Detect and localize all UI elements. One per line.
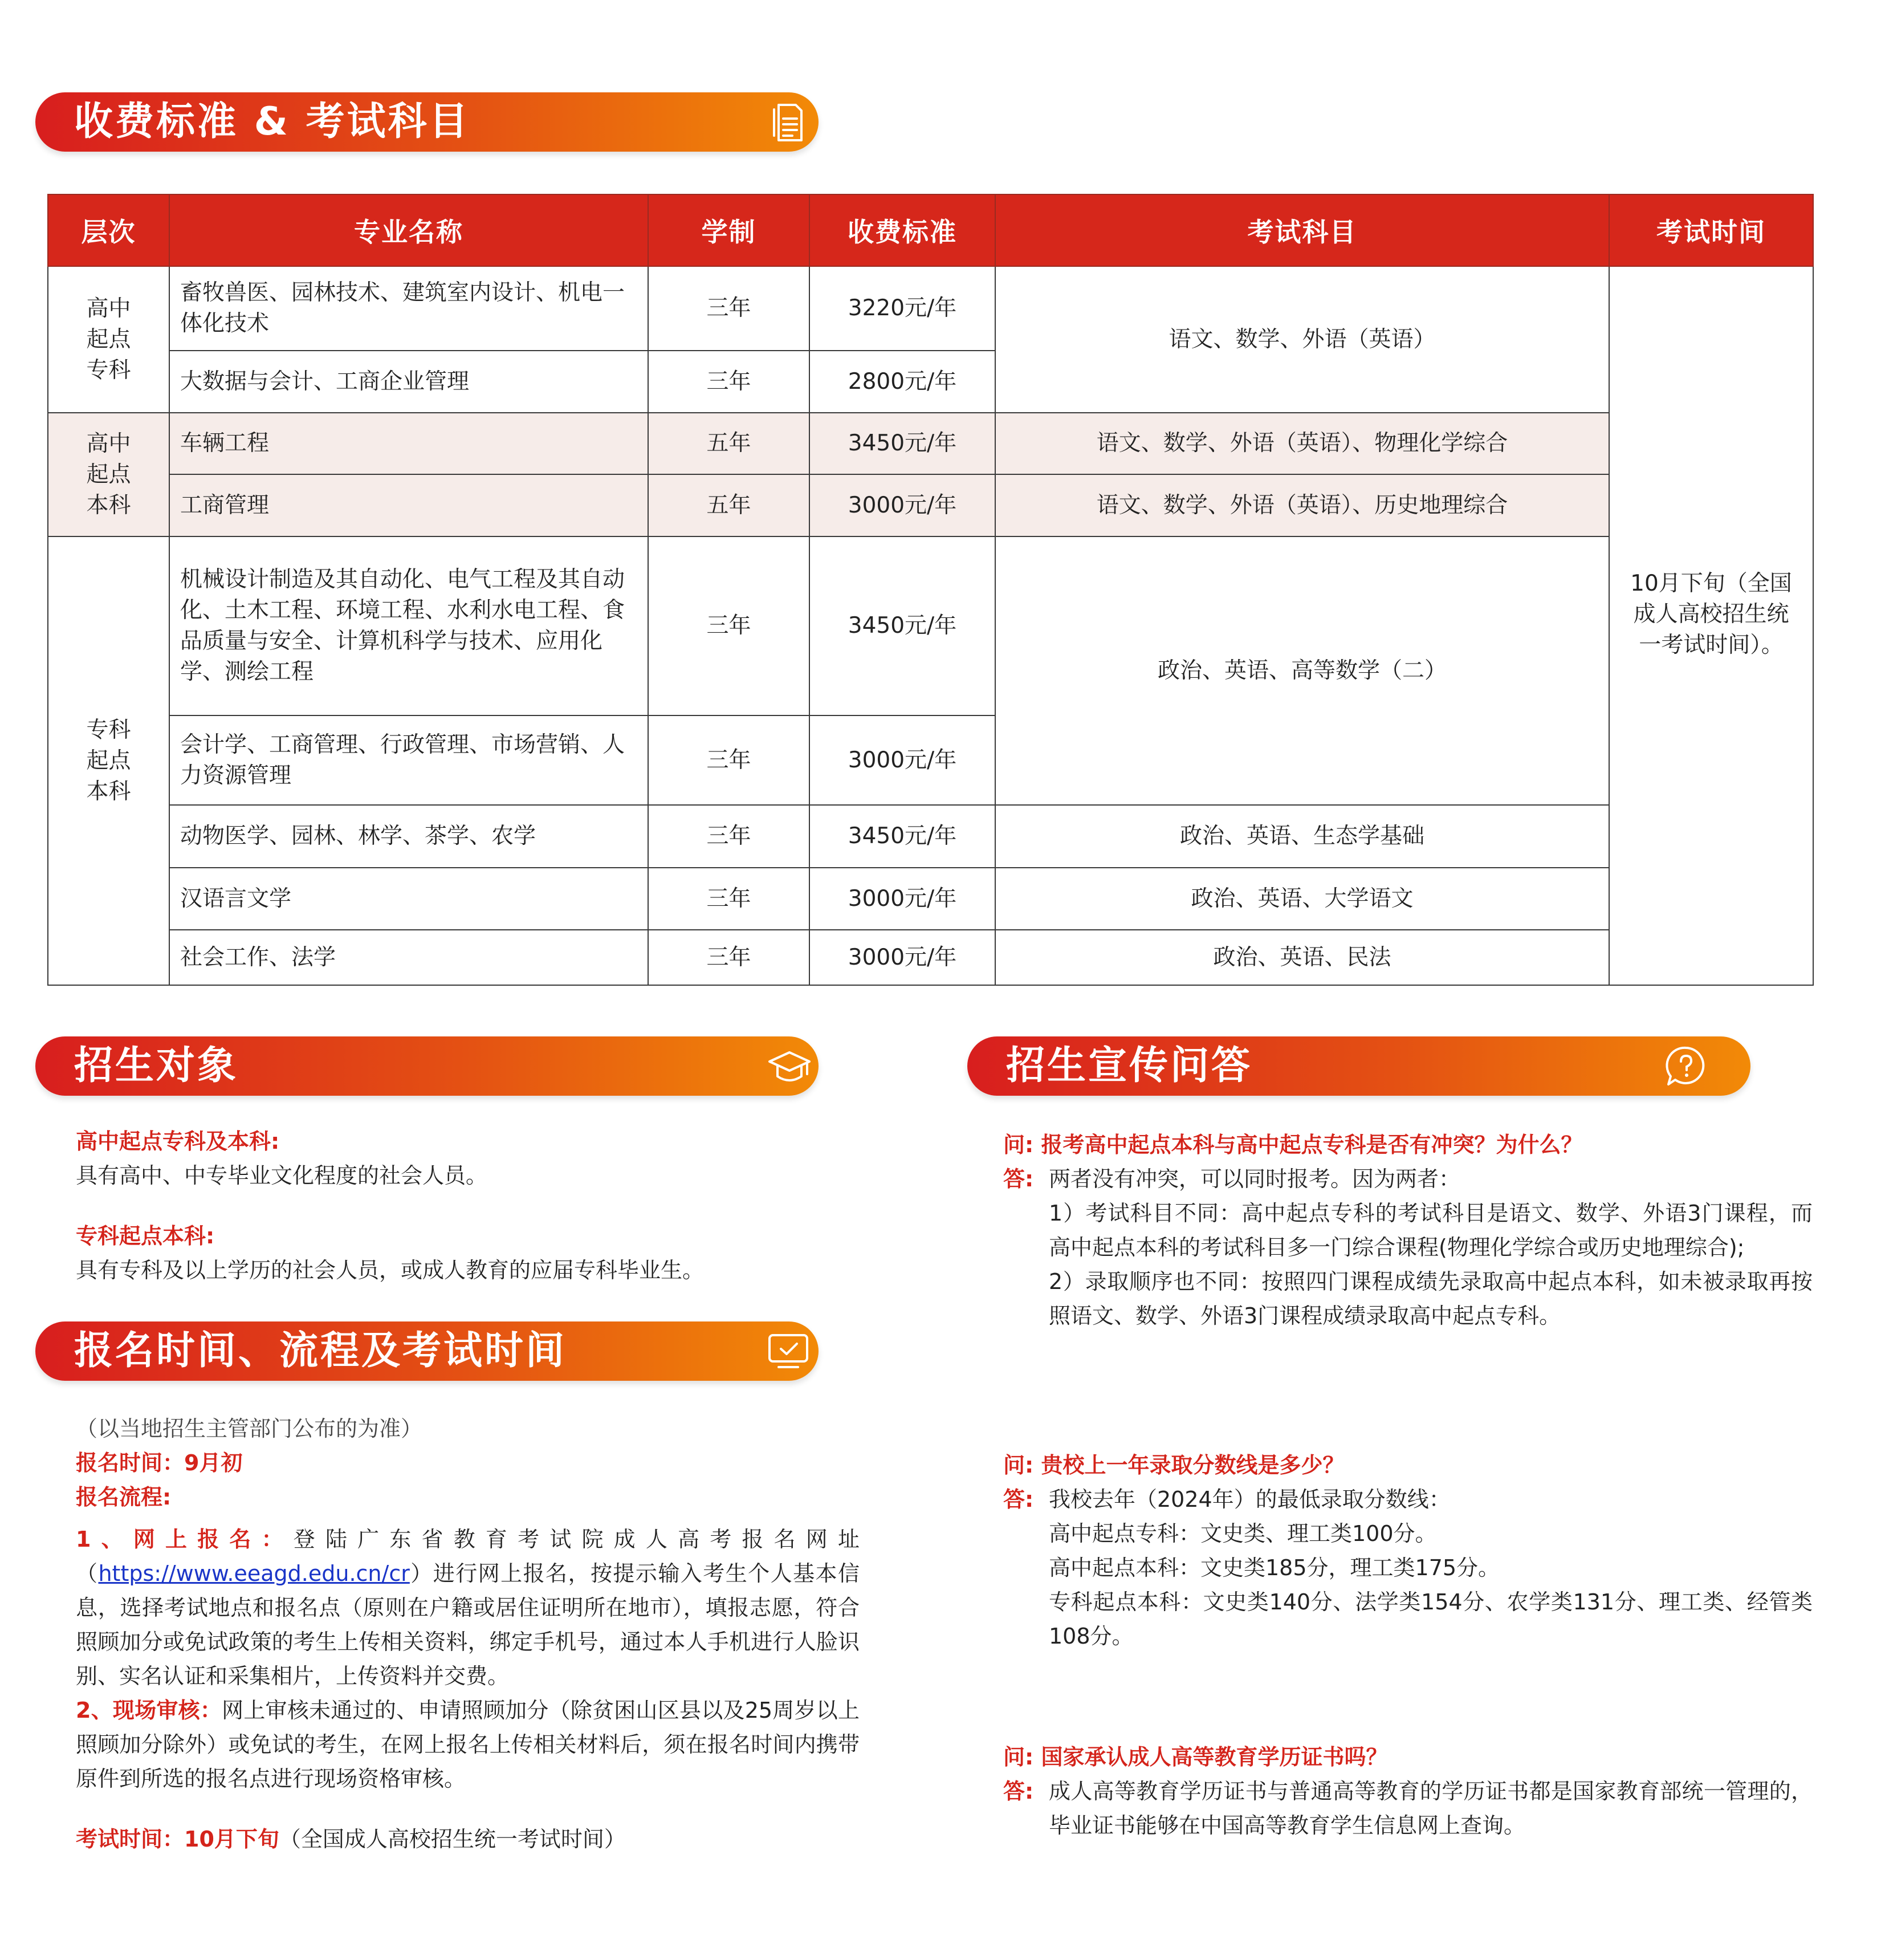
level-cell: 专科 起点 本科 [48,536,169,985]
target-text-2: 具有专科及以上学历的社会人员，或成人教育的应届专科毕业生。 [76,1258,705,1283]
step1-label: 1、网上报名： [76,1527,294,1552]
answer-line: 2）录取顺序也不同：按照四门课程成绩先录取高中起点本科，如未被录取再按照语文、数学、外语3门课程成绩录取高中起点专科。 [1049,1269,1813,1328]
fee-cell: 3450元/年 [809,413,995,474]
fee-cell: 3000元/年 [809,930,995,985]
major-cell: 大数据与会计、工商企业管理 [169,351,648,413]
years-cell: 五年 [648,413,809,474]
subjects-cell: 政治、英语、高等数学（二） [995,536,1609,805]
fee-cell: 3450元/年 [809,536,995,715]
question-label: 问: [1003,1745,1034,1770]
step2-paragraph [76,1693,860,1796]
years-cell: 三年 [648,715,809,805]
process-section-title: 报名时间、流程及考试时间 [74,1328,567,1373]
col-header-subjects: 考试科目 [995,194,1609,266]
major-cell: 车辆工程 [169,413,648,474]
fee-cell: 3220元/年 [809,266,995,351]
faq-section-title: 招生宣传问答 [1006,1043,1253,1088]
table-row [48,805,1813,868]
years-cell: 三年 [648,351,809,413]
target-label-1: 高中起点专科及本科: [76,1129,280,1154]
answer-body [1049,1482,1813,1653]
signup-time: 报名时间：9月初 [76,1450,243,1475]
question-label: 问: [1003,1453,1034,1478]
answer-line: 1）考试科目不同：高中起点专科的考试科目是语文、数学、外语3门课程，而高中起点本科的考试科目多一门综合课程(物理化学综合或历史地理综合); [1049,1201,1813,1260]
document-icon [766,100,811,145]
table-row [48,266,1813,351]
process-note: （以当地招生主管部门公布的为准） [76,1416,423,1441]
exam-time-label: 考试时间：10月下旬 [76,1827,279,1852]
years-cell: 三年 [648,930,809,985]
faq-item-3 [1003,1740,1813,1843]
target-label-2: 专科起点本科: [76,1223,215,1249]
answer-label: 答: [1003,1166,1034,1192]
years-cell: 三年 [648,805,809,868]
process-body [76,1412,860,1856]
subjects-cell: 语文、数学、外语（英语） [995,266,1609,413]
faq-answer-3 [1003,1774,1813,1843]
level-cell: 高中 起点 专科 [48,266,169,413]
major-cell: 动物医学、园林、林学、茶学、农学 [169,805,648,868]
answer-line: 成人高等教育学历证书与普通高等教育的学历证书都是国家教育部统一管理的，毕业证书能够在中国高等教育学生信息网上查询。 [1049,1779,1813,1838]
faq-question-1: 问: 报考高中起点本科与高中起点专科是否有冲突？为什么？ [1003,1132,1583,1157]
answer-line: 高中起点专科：文史类、理工类100分。 [1049,1521,1437,1546]
table-row [48,536,1813,715]
subjects-cell: 政治、英语、大学语文 [995,868,1609,930]
flow-label: 报名流程: [76,1485,172,1510]
faq-item-2 [1003,1448,1813,1653]
fee-table [47,194,1814,986]
major-cell: 会计学、工商管理、行政管理、市场营销、人力资源管理 [169,715,648,805]
col-header-exam-time: 考试时间 [1609,194,1813,266]
years-cell: 三年 [648,536,809,715]
step1-text-b: ）进行网上报名，按提示输入考生个人基本信息，选择考试地点和报名点（原则在户籍或居住证明所在地市），填报志愿，符合照顾加分或免试政策的考生上传相关资料，绑定手机号，通过本人手机进行人脸识别、实名认证和采集相片，上传资料并交费。 [76,1561,860,1689]
answer-line: 专科起点本科：文史类140分、法学类154分、农学类131分、理工类、经管类108分。 [1049,1589,1813,1649]
table-row [48,413,1813,474]
process-section-header [35,1321,819,1381]
target-section-title: 招生对象 [74,1043,239,1088]
fee-cell: 3000元/年 [809,715,995,805]
question-label: 问: [1003,1132,1034,1157]
step2-label: 2、现场审核： [76,1698,222,1723]
table-row [48,868,1813,930]
signup-link[interactable]: https://www.eeagd.edu.cn/cr [98,1561,410,1586]
answer-body [1049,1774,1813,1843]
col-header-fee: 收费标准 [809,194,995,266]
faq-answer-2 [1003,1482,1813,1653]
fee-cell: 2800元/年 [809,351,995,413]
faq-section-header [967,1036,1750,1096]
answer-label: 答: [1003,1779,1034,1804]
exam-time-cell: 10月下旬（全国成人高校招生统一考试时间）。 [1609,266,1813,985]
target-section-header [35,1036,819,1096]
faq-item-1 [1003,1128,1813,1333]
faq-question-3: 问: 国家承认成人高等教育学历证书吗？ [1003,1745,1388,1770]
fee-cell: 3450元/年 [809,805,995,868]
answer-body [1049,1162,1813,1333]
answer-line: 高中起点本科：文史类185分，理工类175分。 [1049,1555,1500,1580]
fee-cell: 3000元/年 [809,474,995,536]
major-cell: 汉语言文学 [169,868,648,930]
exam-time-line [76,1822,860,1856]
major-cell: 社会工作、法学 [169,930,648,985]
fee-section-header [35,92,819,152]
question-bubble-icon [1664,1044,1708,1089]
table-row [48,474,1813,536]
faq-answer-1 [1003,1162,1813,1333]
fee-cell: 3000元/年 [809,868,995,930]
col-header-years: 学制 [648,194,809,266]
level-cell: 高中 起点 本科 [48,413,169,536]
subjects-cell: 政治、英语、生态学基础 [995,805,1609,868]
major-cell: 畜牧兽医、园林技术、建筑室内设计、机电一体化技术 [169,266,648,351]
subjects-cell: 政治、英语、民法 [995,930,1609,985]
major-cell: 工商管理 [169,474,648,536]
monitor-icon [766,1329,811,1374]
exam-time-text: （全国成人高校招生统一考试时间） [279,1827,626,1852]
years-cell: 三年 [648,266,809,351]
answer-line: 两者没有冲突，可以同时报考。因为两者： [1049,1166,1461,1192]
graduation-cap-icon [767,1044,812,1089]
fee-table-header-row [48,194,1813,266]
step1-paragraph [76,1522,860,1693]
answer-line: 我校去年（2024年）的最低录取分数线： [1049,1487,1451,1512]
years-cell: 三年 [648,868,809,930]
col-header-level: 层次 [48,194,169,266]
major-cell: 机械设计制造及其自动化、电气工程及其自动化、土木工程、环境工程、水利水电工程、食品质量与安全、计算机科学与技术、应用化学、测绘工程 [169,536,648,715]
target-list [76,1124,874,1287]
target-text-1: 具有高中、中专毕业文化程度的社会人员。 [76,1163,488,1188]
table-row [48,930,1813,985]
fee-section-title: 收费标准 & 考试科目 [74,99,470,144]
faq-question-2: 问: 贵校上一年录取分数线是多少？ [1003,1453,1345,1478]
step1-text-a: 登陆广东省教育考试院成人高考报名网址（ [76,1527,860,1586]
subjects-cell: 语文、数学、外语（英语）、物理化学综合 [995,413,1609,474]
step2-text: 网上审核未通过的、申请照顾加分（除贫困山区县以及25周岁以上照顾加分除外）或免试的考生，在网上报名上传相关材料后，须在报名时间内携带原件到所选的报名点进行现场资格审核。 [76,1698,860,1791]
answer-label: 答: [1003,1487,1034,1512]
subjects-cell: 语文、数学、外语（英语）、历史地理综合 [995,474,1609,536]
col-header-major: 专业名称 [169,194,648,266]
years-cell: 五年 [648,474,809,536]
